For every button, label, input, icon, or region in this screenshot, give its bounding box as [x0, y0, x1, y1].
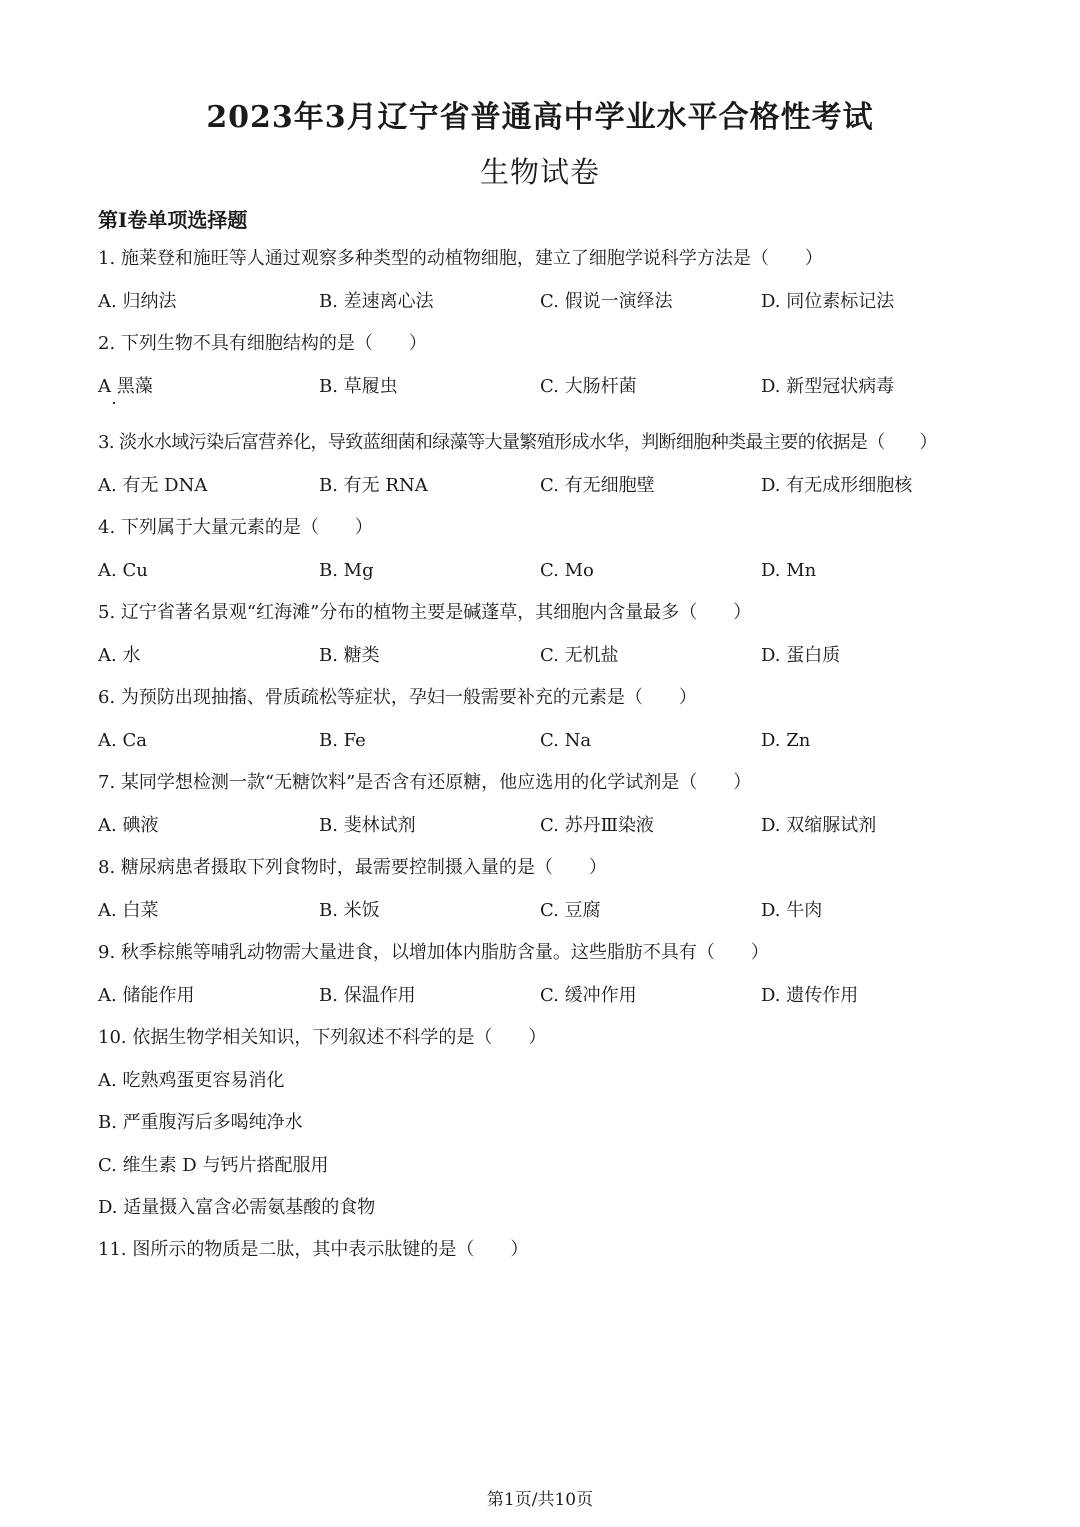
question-1-option-a: A. 归纳法 [98, 291, 177, 312]
question-7-option-b: B. 斐林试剂 [319, 815, 416, 836]
question-10-option-c: C. 维生素 D 与钙片搭配服用 [98, 1155, 329, 1176]
exam-subtitle: 生物试卷 [479, 155, 600, 189]
question-6-option-c: C. Na [540, 730, 592, 751]
question-3-stem: 3. 淡水水域污染后富营养化，导致蓝细菌和绿藻等大量繁殖形成水华，判断细胞种类最主要的依据是（ ） [98, 432, 937, 453]
question-2-option-c: C. 大肠杆菌 [540, 376, 637, 397]
question-8-stem: 8. 糖尿病患者摄取下列食物时，最需要控制摄入量的是（ ） [98, 857, 607, 878]
question-2-option-b: B. 草履虫 [319, 376, 398, 397]
question-3-option-d: D. 有无成形细胞核 [761, 475, 913, 496]
question-5-option-c: C. 无机盐 [540, 645, 619, 666]
question-4-option-a: A. Cu [98, 560, 148, 581]
question-4-option-b: B. Mg [319, 560, 374, 581]
question-6-option-b: B. Fe [319, 730, 366, 751]
question-10-option-d: D. 适量摄入富含必需氨基酸的食物 [98, 1197, 376, 1218]
question-1-option-b: B. 差速离心法 [319, 291, 434, 312]
question-9-option-c: C. 缓冲作用 [540, 985, 637, 1006]
question-3-option-c: C. 有无细胞壁 [540, 475, 655, 496]
question-8-option-b: B. 米饭 [319, 900, 380, 921]
scan-dot [113, 402, 115, 404]
question-5-option-a: A. 水 [98, 645, 141, 666]
question-3-option-b: B. 有无 RNA [319, 475, 428, 496]
question-11-stem: 11. 图所示的物质是二肽，其中表示肽键的是（ ） [98, 1239, 529, 1260]
question-9-stem: 9. 秋季棕熊等哺乳动物需大量进食，以增加体内脂肪含量。这些脂肪不具有（ ） [98, 942, 769, 963]
question-8-option-d: D. 牛肉 [761, 900, 823, 921]
question-6-option-a: A. Ca [98, 730, 147, 751]
question-4-option-d: D. Mn [761, 560, 817, 581]
question-7-stem: 7. 某同学想检测一款“无糖饮料”是否含有还原糖，他应选用的化学试剂是（ ） [98, 772, 752, 793]
question-8-option-c: C. 豆腐 [540, 900, 601, 921]
question-3-option-a: A. 有无 DNA [98, 475, 208, 496]
exam-title: 2023年3月辽宁省普通高中学业水平合格性考试 [206, 100, 874, 135]
question-10-option-b: B. 严重腹泻后多喝纯净水 [98, 1112, 303, 1133]
question-1-option-c: C. 假说一演绎法 [540, 291, 673, 312]
question-6-option-d: D. Zn [761, 730, 811, 751]
question-5-option-d: D. 蛋白质 [761, 645, 841, 666]
question-8-option-a: A. 白菜 [98, 900, 159, 921]
question-10-option-a: A. 吃熟鸡蛋更容易消化 [98, 1070, 285, 1091]
question-4-option-c: C. Mo [540, 560, 594, 581]
question-10-stem: 10. 依据生物学相关知识，下列叙述不科学的是（ ） [98, 1027, 547, 1048]
question-1-option-d: D. 同位素标记法 [761, 291, 895, 312]
question-5-option-b: B. 糖类 [319, 645, 380, 666]
question-7-option-a: A. 碘液 [98, 815, 159, 836]
question-9-option-a: A. 储能作用 [98, 985, 195, 1006]
question-1-stem: 1. 施莱登和施旺等人通过观察多种类型的动植物细胞，建立了细胞学说科学方法是（ ） [98, 248, 823, 269]
question-4-stem: 4. 下列属于大量元素的是（ ） [98, 517, 373, 538]
question-2-option-d: D. 新型冠状病毒 [761, 376, 895, 397]
question-2-option-a: A 黑藻 [98, 376, 153, 397]
page-footer: 第1页/共10页 [486, 1490, 594, 1510]
question-7-option-c: C. 苏丹Ⅲ染液 [540, 815, 654, 836]
question-9-option-b: B. 保温作用 [319, 985, 416, 1006]
question-9-option-d: D. 遗传作用 [761, 985, 859, 1006]
question-5-stem: 5. 辽宁省著名景观“红海滩”分布的植物主要是碱蓬草，其细胞内含量最多（ ） [98, 602, 752, 623]
section-title: 第Ⅰ卷单项选择题 [98, 208, 248, 232]
question-2-stem: 2. 下列生物不具有细胞结构的是（ ） [98, 333, 427, 354]
question-7-option-d: D. 双缩脲试剂 [761, 815, 877, 836]
question-6-stem: 6. 为预防出现抽搐、骨质疏松等症状，孕妇一般需要补充的元素是（ ） [98, 687, 697, 708]
